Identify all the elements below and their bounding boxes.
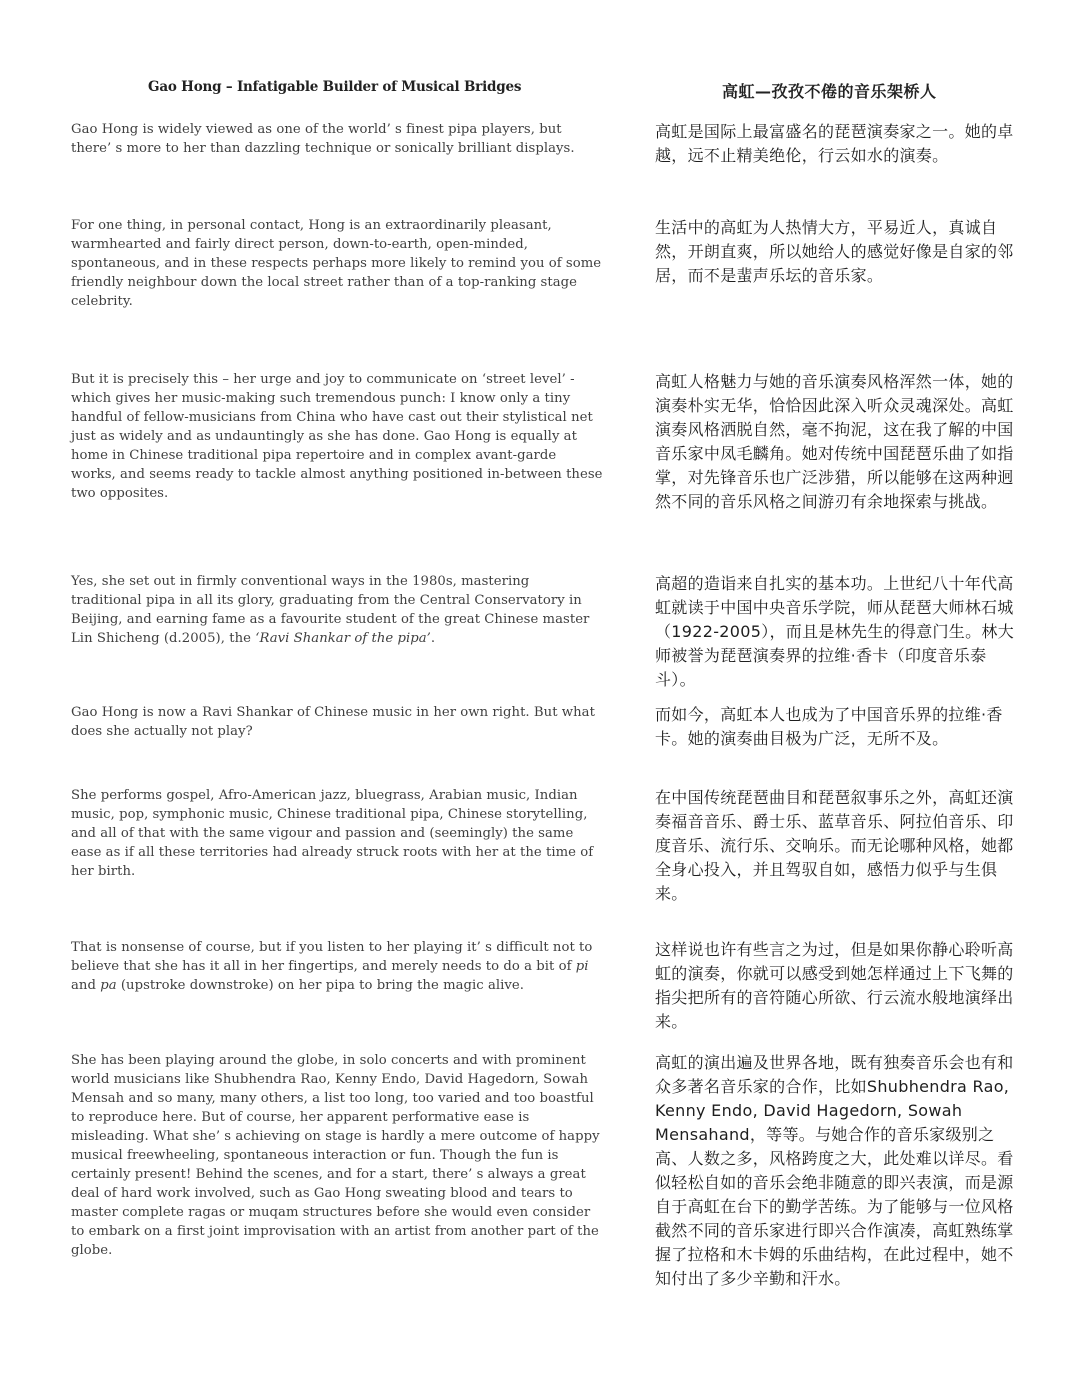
english-paragraph-1: Gao Hong is widely viewed as one of the world’ s finest pipa players, but there’ s more to her than dazzling technique or sonically brilliant displays. [71, 122, 575, 156]
english-paragraph-7-pa: pa [100, 978, 117, 993]
english-paragraph-3: But it is precisely this – her urge and joy to communicate on ‘street level’ - which gives her music-making such tremendous punch: I know only a tiny handful of fellow-musicians from China who have cast out their stylistical net just as widely and as undauntingly as she has done. Gao Hong is equally at home in Chinese traditional pipa repertoire and in complex avant-garde works, and seems ready to tackle almost anything positioned in-between these two opposites. [71, 372, 603, 501]
chinese-paragraph-2: 生活中的高虹为人热情大方，平易近人，真诚自然，开朗直爽，所以她给人的感觉好像是自家的邻居，而不是蜚声乐坛的音乐家。 [655, 218, 1014, 285]
chinese-paragraph-8: 高虹的演出遍及世界各地，既有独奏音乐会也有和众多著名音乐家的合作，比如Shubhendra Rao, Kenny Endo, David Hagedorn, Sowah Mensahand，等等。与她合作的音乐家级别之高、人数之多，风格跨度之大，此处难以详尽。看似轻松自如的音乐会绝非随意的即兴表演，而是源自于高虹在台下的勤学苦练。为了能够与一位风格截然不同的音乐家进行即兴合作演凑，高虹熟练掌握了拉格和木卡姆的乐曲结构，在此过程中，她不知付出了多少辛勤和汗水。 [655, 1053, 1014, 1288]
english-paragraph-7-c: (upstroke downstroke) on her pipa to bring the magic alive. [116, 978, 525, 993]
chinese-paragraph-4: 高超的造诣来自扎实的基本功。上世纪八十年代高虹就读于中国中央音乐学院，师从琵琶大师林石城（1922-2005），而且是林先生的得意门生。林大师被誉为琵琶演奏界的拉维·香卡（印度音乐泰斗）。 [655, 574, 1015, 689]
english-paragraph-4-text: Yes, she set out in firmly conventional ways in the 1980s, mastering traditional pipa in all its glory, graduating from the Central Conservatory in Beijing, and earning fame as a favourite student of the great Chinese master Lin Shicheng (d.2005), the [71, 574, 590, 646]
english-paragraph-7 [71, 938, 603, 995]
english-paragraph-5: Gao Hong is now a Ravi Shankar of Chinese music in her own right. But what does she actually not play? [71, 705, 595, 739]
chinese-paragraph-6: 在中国传统琵琶曲目和琵琶叙事乐之外，高虹还演奏福音音乐、爵士乐、蓝草音乐、阿拉伯音乐、印度音乐、流行乐、交响乐。而无论哪种风格，她都全身心投入，并且驾驭自如，感悟力似乎与生俱来。 [655, 788, 1014, 903]
english-title: Gao Hong – Infatigable Builder of Musical Bridges [148, 79, 522, 95]
english-paragraph-7-a: That is nonsense of course, but if you listen to her playing it’ s difficult not to believe that she has it all in her fingertips, and merely needs to do a bit of [71, 940, 593, 974]
chinese-paragraph-7: 这样说也许有些言之为过，但是如果你静心聆听高虹的演奏，你就可以感受到她怎样通过上下飞舞的指尖把所有的音符随心所欲、行云流水般地演绎出来。 [655, 940, 1014, 1031]
chinese-title: 高虹—孜孜不倦的音乐架桥人 [722, 82, 937, 101]
english-paragraph-4-italic: ‘Ravi Shankar of the pipa’ [255, 631, 431, 646]
english-paragraph-8: She has been playing around the globe, in solo concerts and with prominent world musicians like Shubhendra Rao, Kenny Endo, David Hagedorn, Sowah Mensah and so many, many others, a list too long, too varied and too boastful to reproduce here. But of course, her apparent performative ease is misleading. What she’ s achieving on stage is hardly a mere outcome of happy musical freewheeling, spontaneous interaction or fun. Though the fun is certainly present! Behind the scenes, and for a start, there’ s always a great deal of hard work involved, such as Gao Hong sweating blood and tears to master complete ragas or muqam structures before she would even consider to embark on a first joint improvisation with an artist from another part of the globe. [71, 1053, 600, 1258]
english-paragraph-6: She performs gospel, Afro-American jazz, bluegrass, Arabian music, Indian music, pop, symphonic music, Chinese traditional pipa, Chinese storytelling, and all of that with the same vigour and passion and (seemingly) the same ease as if all these territories had already struck roots with her at the time of her birth. [71, 788, 594, 879]
english-paragraph-2: For one thing, in personal contact, Hong is an extraordinarily pleasant, warmhearted and fairly direct person, down-to-earth, open-minded, spontaneous, and in these respects perhaps more likely to remind you of some friendly neighbour down the local street rather than of a top-ranking stage celebrity. [71, 218, 602, 309]
chinese-paragraph-1: 高虹是国际上最富盛名的琵琶演奏家之一。她的卓越，远不止精美绝伦，行云如水的演奏。 [655, 122, 1014, 165]
chinese-paragraph-3: 高虹人格魅力与她的音乐演奏风格浑然一体，她的演奏朴实无华，恰恰因此深入听众灵魂深处。高虹演奏风格洒脱自然，毫不拘泥，这在我了解的中国音乐家中凤毛麟角。她对传统中国琵琶乐曲了如指掌，对先锋音乐也广泛涉猎，所以能够在这两种迥然不同的音乐风格之间游刃有余地探索与挑战。 [655, 372, 1014, 511]
english-paragraph-7-b: and [71, 978, 101, 993]
english-paragraph-7-pi: pi [575, 959, 589, 974]
chinese-paragraph-5: 而如今，高虹本人也成为了中国音乐界的拉维·香卡。她的演奏曲目极为广泛，无所不及。 [655, 705, 1003, 748]
english-paragraph-4 [71, 572, 603, 648]
english-paragraph-4-end: . [430, 631, 436, 646]
